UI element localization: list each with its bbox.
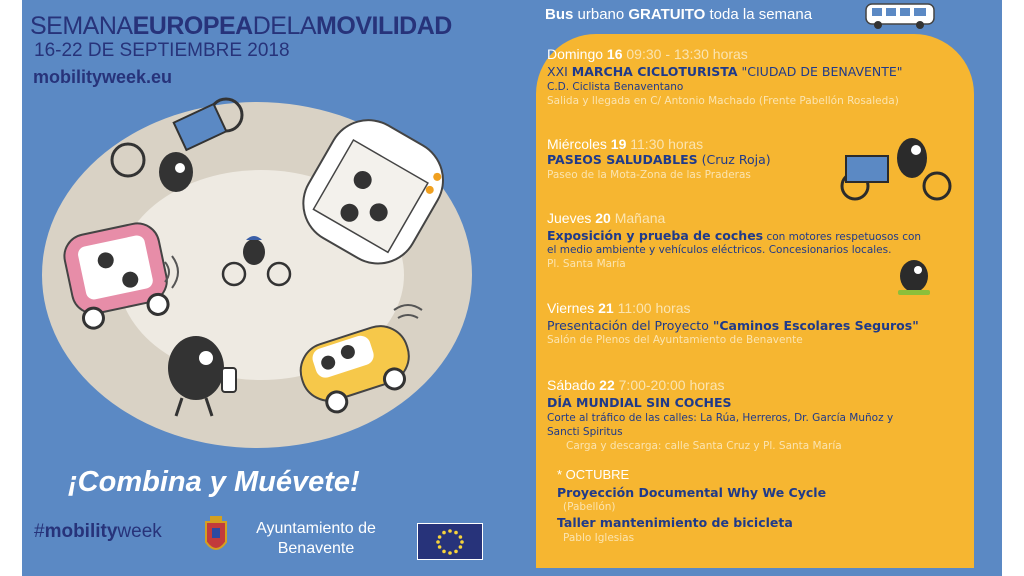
october-event-1-location: (Pabellón)	[563, 501, 616, 513]
cyclist-icon	[223, 236, 290, 285]
event-5-note: Carga y descarga: calle Santa Cruz y Pl. Santa María	[566, 440, 842, 452]
october-event-2-title: Taller mantenimiento de bicicleta	[557, 515, 793, 530]
pink-car-icon	[60, 219, 173, 331]
slogan: ¡Combina y Muévete!	[68, 466, 360, 498]
right-cargo-bike-icon	[842, 138, 950, 199]
event-1-title: XXI MARCHA CICLOTURISTA "CIUDAD DE BENAVENTE"	[547, 64, 903, 79]
event-3-title: Exposición y prueba de coches con motores respetuosos con	[547, 228, 922, 243]
october-event-1-title: Proyección Documental Why We Cycle	[557, 485, 827, 500]
benavente-coat-of-arms-icon	[204, 514, 228, 558]
october-heading: * OCTUBRE	[557, 467, 630, 482]
event-dates: 16-22 DE SEPTIEMBRE 2018	[34, 40, 290, 61]
event-5-date: Sábado 22 7:00-20:00 horas	[547, 377, 725, 393]
event-2-title: PASEOS SALUDABLES (Cruz Roja)	[547, 152, 771, 167]
electric-car-icon	[293, 319, 419, 420]
event-5-title: DÍA MUNDIAL SIN COCHES	[547, 395, 732, 410]
event-2-location: Paseo de la Mota-Zona de las Praderas	[547, 169, 751, 181]
event-4-title: Presentación del Proyecto "Caminos Escolares Seguros"	[547, 318, 919, 333]
eu-flag-icon	[417, 523, 483, 560]
website-link[interactable]: mobilityweek.eu	[33, 67, 173, 87]
poster-title: SEMANAEUROPEADELAMOVILIDAD	[30, 12, 452, 40]
event-1-organizer: C.D. Ciclista Benaventano	[547, 81, 684, 93]
october-event-2-location: Pablo Iglesias	[563, 532, 635, 544]
event-3-description: el medio ambiente y vehículos eléctricos. Concesionarios locales.	[547, 244, 892, 256]
bus-icon	[864, 2, 936, 30]
event-1-location: Salida y llegada en C/ Antonio Machado (Frente Pabellón Rosaleda)	[547, 95, 899, 107]
event-2-date: Miércoles 19 11:30 horas	[547, 136, 704, 152]
tram-icon	[289, 106, 458, 279]
event-5-description: Corte al tráfico de las calles: La Rúa, Herreros, Dr. García Muñoz y	[547, 412, 894, 424]
skateboarder-icon	[898, 260, 930, 295]
event-5-description-2: Sancti Spiritus	[547, 426, 623, 438]
ayuntamiento-label: Ayuntamiento de Benavente	[256, 520, 376, 557]
hashtag: #mobilityweek	[34, 521, 162, 542]
event-4-date: Viernes 21 11:00 horas	[547, 300, 691, 316]
event-1-date: Domingo 16 09:30 - 13:30 horas	[547, 46, 748, 62]
event-3-location: Pl. Santa María	[547, 258, 626, 270]
signal-waves-icon-2	[394, 305, 422, 318]
event-3-date: Jueves 20 Mañana	[547, 210, 666, 226]
free-bus-notice: Bus urbano GRATUITO toda la semana	[545, 6, 813, 23]
event-4-location: Salón de Plenos del Ayuntamiento de Benavente	[547, 334, 803, 346]
cargo-bike-icon	[112, 99, 242, 192]
pedestrian-phone-icon	[168, 336, 236, 416]
